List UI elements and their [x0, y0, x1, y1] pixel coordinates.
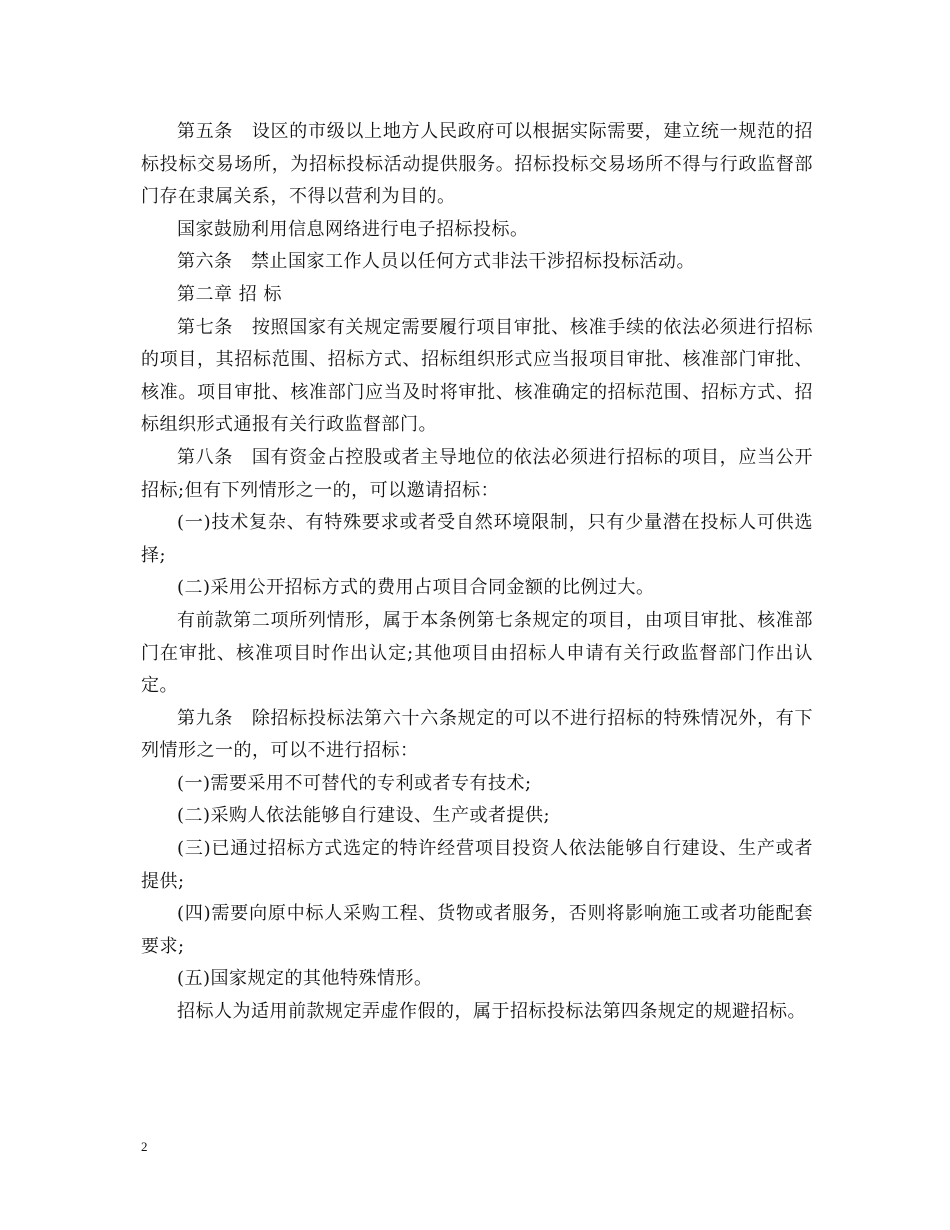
list-item-article-9-4: (四)需要向原中标人采购工程、货物或者服务，否则将影响施工或者功能配套要求;: [141, 903, 813, 957]
paragraph-article-9-note: 招标人为适用前款规定弄虚作假的，属于招标投标法第四条规定的规避招标。: [177, 1001, 806, 1023]
paragraph-article-9: 第九条 除招标投标法第六十六条规定的可以不进行招标的特殊情况外，有下列情形之一的，可以不进行招标：: [141, 707, 813, 762]
document-body: [141, 116, 813, 1029]
list-item-article-9-2: (二)采购人依法能够自行建设、生产或者提供;: [177, 805, 551, 827]
paragraph-article-8-note: 有前款第二项所列情形，属于本条例第七条规定的项目，由项目审批、核准部门在审批、核准项目时作出认定;其他项目由招标人申请有关行政监督部门作出认定。: [141, 609, 813, 697]
list-item-article-9-1: (一)需要采用不可替代的专利或者专有技术;: [177, 772, 532, 794]
paragraph-article-7: 第七条 按照国家有关规定需要履行项目审批、核准手续的依法必须进行招标的项目，其招标范围、招标方式、招标组织形式应当报项目审批、核准部门审批、核准。项目审批、核准部门应当及时将审批、核准确定的招标范围、招标方式、招标组织形式通报有关行政监督部门。: [141, 316, 813, 436]
list-item-article-9-5: (五)国家规定的其他特殊情形。: [177, 968, 433, 990]
list-item-article-9-3: (三)已通过招标方式选定的特许经营项目投资人依法能够自行建设、生产或者提供;: [141, 838, 813, 892]
chapter-heading: 第二章 招 标: [177, 283, 282, 305]
paragraph-electronic-bidding: 国家鼓励利用信息网络进行电子招标投标。: [177, 218, 529, 240]
paragraph-article-5: 第五条 设区的市级以上地方人民政府可以根据实际需要，建立统一规范的招标投标交易场所，为招标投标活动提供服务。招标投标交易场所不得与行政监督部门存在隶属关系，不得以营利为目的。: [141, 121, 813, 208]
list-item-article-8-2: (二)采用公开招标方式的费用占项目合同金额的比例过大。: [177, 577, 655, 599]
paragraph-article-6: 第六条 禁止国家工作人员以任何方式非法干涉招标投标活动。: [177, 251, 695, 273]
page-number: 2: [141, 1139, 148, 1154]
list-item-article-8-1: (一)技术复杂、有特殊要求或者受自然环境限制，只有少量潜在投标人可供选择;: [141, 512, 813, 566]
paragraph-article-8: 第八条 国有资金占控股或者主导地位的依法必须进行招标的项目，应当公开招标;但有下列情形之一的，可以邀请招标：: [141, 446, 813, 501]
